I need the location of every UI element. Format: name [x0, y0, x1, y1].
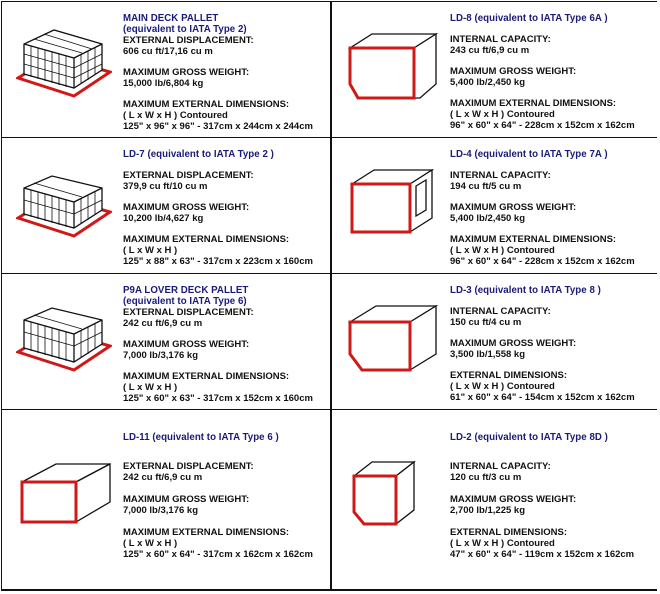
dimensions-order: ( L x W x H ) Contoured — [450, 245, 555, 256]
dimensions-order: ( L x W x H ) — [123, 382, 178, 393]
spec-card-ld-2 — [332, 410, 657, 589]
spec-card-ld-7 — [2, 138, 330, 273]
spec-card-ld-11 — [2, 410, 330, 589]
dimensions-order: ( L x W x H ) Contoured — [450, 109, 555, 120]
capacity-value: 194 cu ft/5 cu m — [450, 181, 522, 192]
spec-card-ld-3 — [332, 274, 657, 409]
weight-label: MAXIMUM GROSS WEIGHT: — [450, 494, 577, 505]
dimensions-order: ( L x W x H ) — [123, 538, 178, 549]
pallet-icon — [16, 162, 112, 242]
container-ld2-icon — [346, 452, 442, 532]
dimensions-value: 125" x 60" x 63" - 317cm x 152cm x 160cm — [123, 393, 313, 404]
weight-label: MAXIMUM GROSS WEIGHT: — [450, 66, 577, 77]
capacity-label: INTERNAL CAPACITY: — [450, 34, 551, 45]
capacity-label: INTERNAL CAPACITY: — [450, 170, 551, 181]
card-title: P9A LOVER DECK PALLET — [123, 285, 249, 296]
spec-card-p9a-pallet — [2, 274, 330, 409]
weight-label: MAXIMUM GROSS WEIGHT: — [450, 338, 577, 349]
container-ld11-icon — [16, 456, 112, 536]
dimensions-value: 125" x 96" x 96" - 317cm x 244cm x 244cm — [123, 121, 313, 132]
dimensions-order: ( L x W x H ) Contoured — [123, 110, 228, 121]
dimensions-order: ( L x W x H ) Contoured — [450, 538, 555, 549]
dimensions-value: 96" x 60" x 64" - 228cm x 152cm x 162cm — [450, 256, 635, 267]
capacity-value: 150 cu ft/4 cu m — [450, 317, 522, 328]
capacity-label: EXTERNAL DISPLACEMENT: — [123, 170, 254, 181]
container-ld4-icon — [346, 162, 442, 242]
dimensions-value: 96" x 60" x 64" - 228cm x 152cm x 162cm — [450, 120, 635, 131]
dimensions-order: ( L x W x H ) — [123, 245, 178, 256]
dimensions-label: MAXIMUM EXTERNAL DIMENSIONS: — [123, 527, 290, 538]
weight-label: MAXIMUM GROSS WEIGHT: — [123, 202, 250, 213]
weight-label: MAXIMUM GROSS WEIGHT: — [450, 202, 577, 213]
card-title: LD-7 (equivalent to IATA Type 2 ) — [123, 149, 274, 160]
capacity-value: 242 cu ft/6,9 cu m — [123, 472, 203, 483]
capacity-value: 379,9 cu ft/10 cu m — [123, 181, 208, 192]
spec-card-main-deck-pallet — [2, 2, 330, 137]
card-subtitle: (equivalent to IATA Type 6) — [123, 296, 247, 307]
pallet-icon — [16, 296, 112, 376]
dimensions-label: MAXIMUM EXTERNAL DIMENSIONS: — [450, 98, 617, 109]
uld-spec-sheet — [1, 1, 657, 591]
capacity-label: EXTERNAL DISPLACEMENT: — [123, 35, 254, 46]
dimensions-label: MAXIMUM EXTERNAL DIMENSIONS: — [123, 99, 290, 110]
spec-card-ld-4 — [332, 138, 657, 273]
weight-label: MAXIMUM GROSS WEIGHT: — [123, 494, 250, 505]
dimensions-value: 61" x 60" x 64" - 154cm x 152cm x 162cm — [450, 392, 635, 403]
dimensions-value: 125" x 88" x 63" - 317cm x 223cm x 160cm — [123, 256, 313, 267]
weight-value: 7,000 lb/3,176 kg — [123, 505, 198, 516]
weight-value: 5,400 lb/2,450 kg — [450, 213, 525, 224]
container-ld8-icon — [346, 28, 442, 108]
weight-value: 7,000 lb/3,176 kg — [123, 350, 198, 361]
capacity-value: 242 cu ft/6,9 cu m — [123, 318, 203, 329]
dimensions-label: EXTERNAL DIMENSIONS: — [450, 370, 568, 381]
capacity-label: INTERNAL CAPACITY: — [450, 306, 551, 317]
container-ld3-icon — [346, 298, 442, 378]
spec-card-ld-8 — [332, 2, 657, 137]
capacity-value: 120 cu ft/3 cu m — [450, 472, 522, 483]
dimensions-value: 47" x 60" x 64" - 119cm x 152cm x 162cm — [450, 549, 635, 560]
weight-value: 5,400 lb/2,450 kg — [450, 77, 525, 88]
weight-label: MAXIMUM GROSS WEIGHT: — [123, 339, 250, 350]
pallet-icon — [16, 22, 112, 102]
dimensions-value: 125" x 60" x 64" - 317cm x 162cm x 162cm — [123, 549, 313, 560]
weight-label: MAXIMUM GROSS WEIGHT: — [123, 67, 250, 78]
weight-value: 3,500 lb/1,558 kg — [450, 349, 525, 360]
weight-value: 10,200 lb/4,627 kg — [123, 213, 204, 224]
card-title: MAIN DECK PALLET — [123, 13, 219, 24]
capacity-label: INTERNAL CAPACITY: — [450, 461, 551, 472]
weight-value: 15,000 lb/6,804 kg — [123, 78, 204, 89]
card-title: LD-4 (equivalent to IATA Type 7A ) — [450, 149, 608, 160]
dimensions-label: MAXIMUM EXTERNAL DIMENSIONS: — [123, 234, 290, 245]
capacity-value: 606 cu ft/17,16 cu m — [123, 46, 213, 57]
dimensions-label: MAXIMUM EXTERNAL DIMENSIONS: — [450, 234, 617, 245]
card-title: LD-3 (equivalent to IATA Type 8 ) — [450, 285, 601, 296]
dimensions-label: MAXIMUM EXTERNAL DIMENSIONS: — [123, 371, 290, 382]
card-subtitle: (equivalent to IATA Type 2) — [123, 24, 247, 35]
dimensions-order: ( L x W x H ) Contoured — [450, 381, 555, 392]
card-title: LD-11 (equivalent to IATA Type 6 ) — [123, 432, 279, 443]
card-title: LD-8 (equivalent to IATA Type 6A ) — [450, 13, 608, 24]
capacity-label: EXTERNAL DISPLACEMENT: — [123, 461, 254, 472]
capacity-value: 243 cu ft/6,9 cu m — [450, 45, 530, 56]
capacity-label: EXTERNAL DISPLACEMENT: — [123, 307, 254, 318]
weight-value: 2,700 lb/1,225 kg — [450, 505, 525, 516]
dimensions-label: EXTERNAL DIMENSIONS: — [450, 527, 568, 538]
card-title: LD-2 (equivalent to IATA Type 8D ) — [450, 432, 608, 443]
